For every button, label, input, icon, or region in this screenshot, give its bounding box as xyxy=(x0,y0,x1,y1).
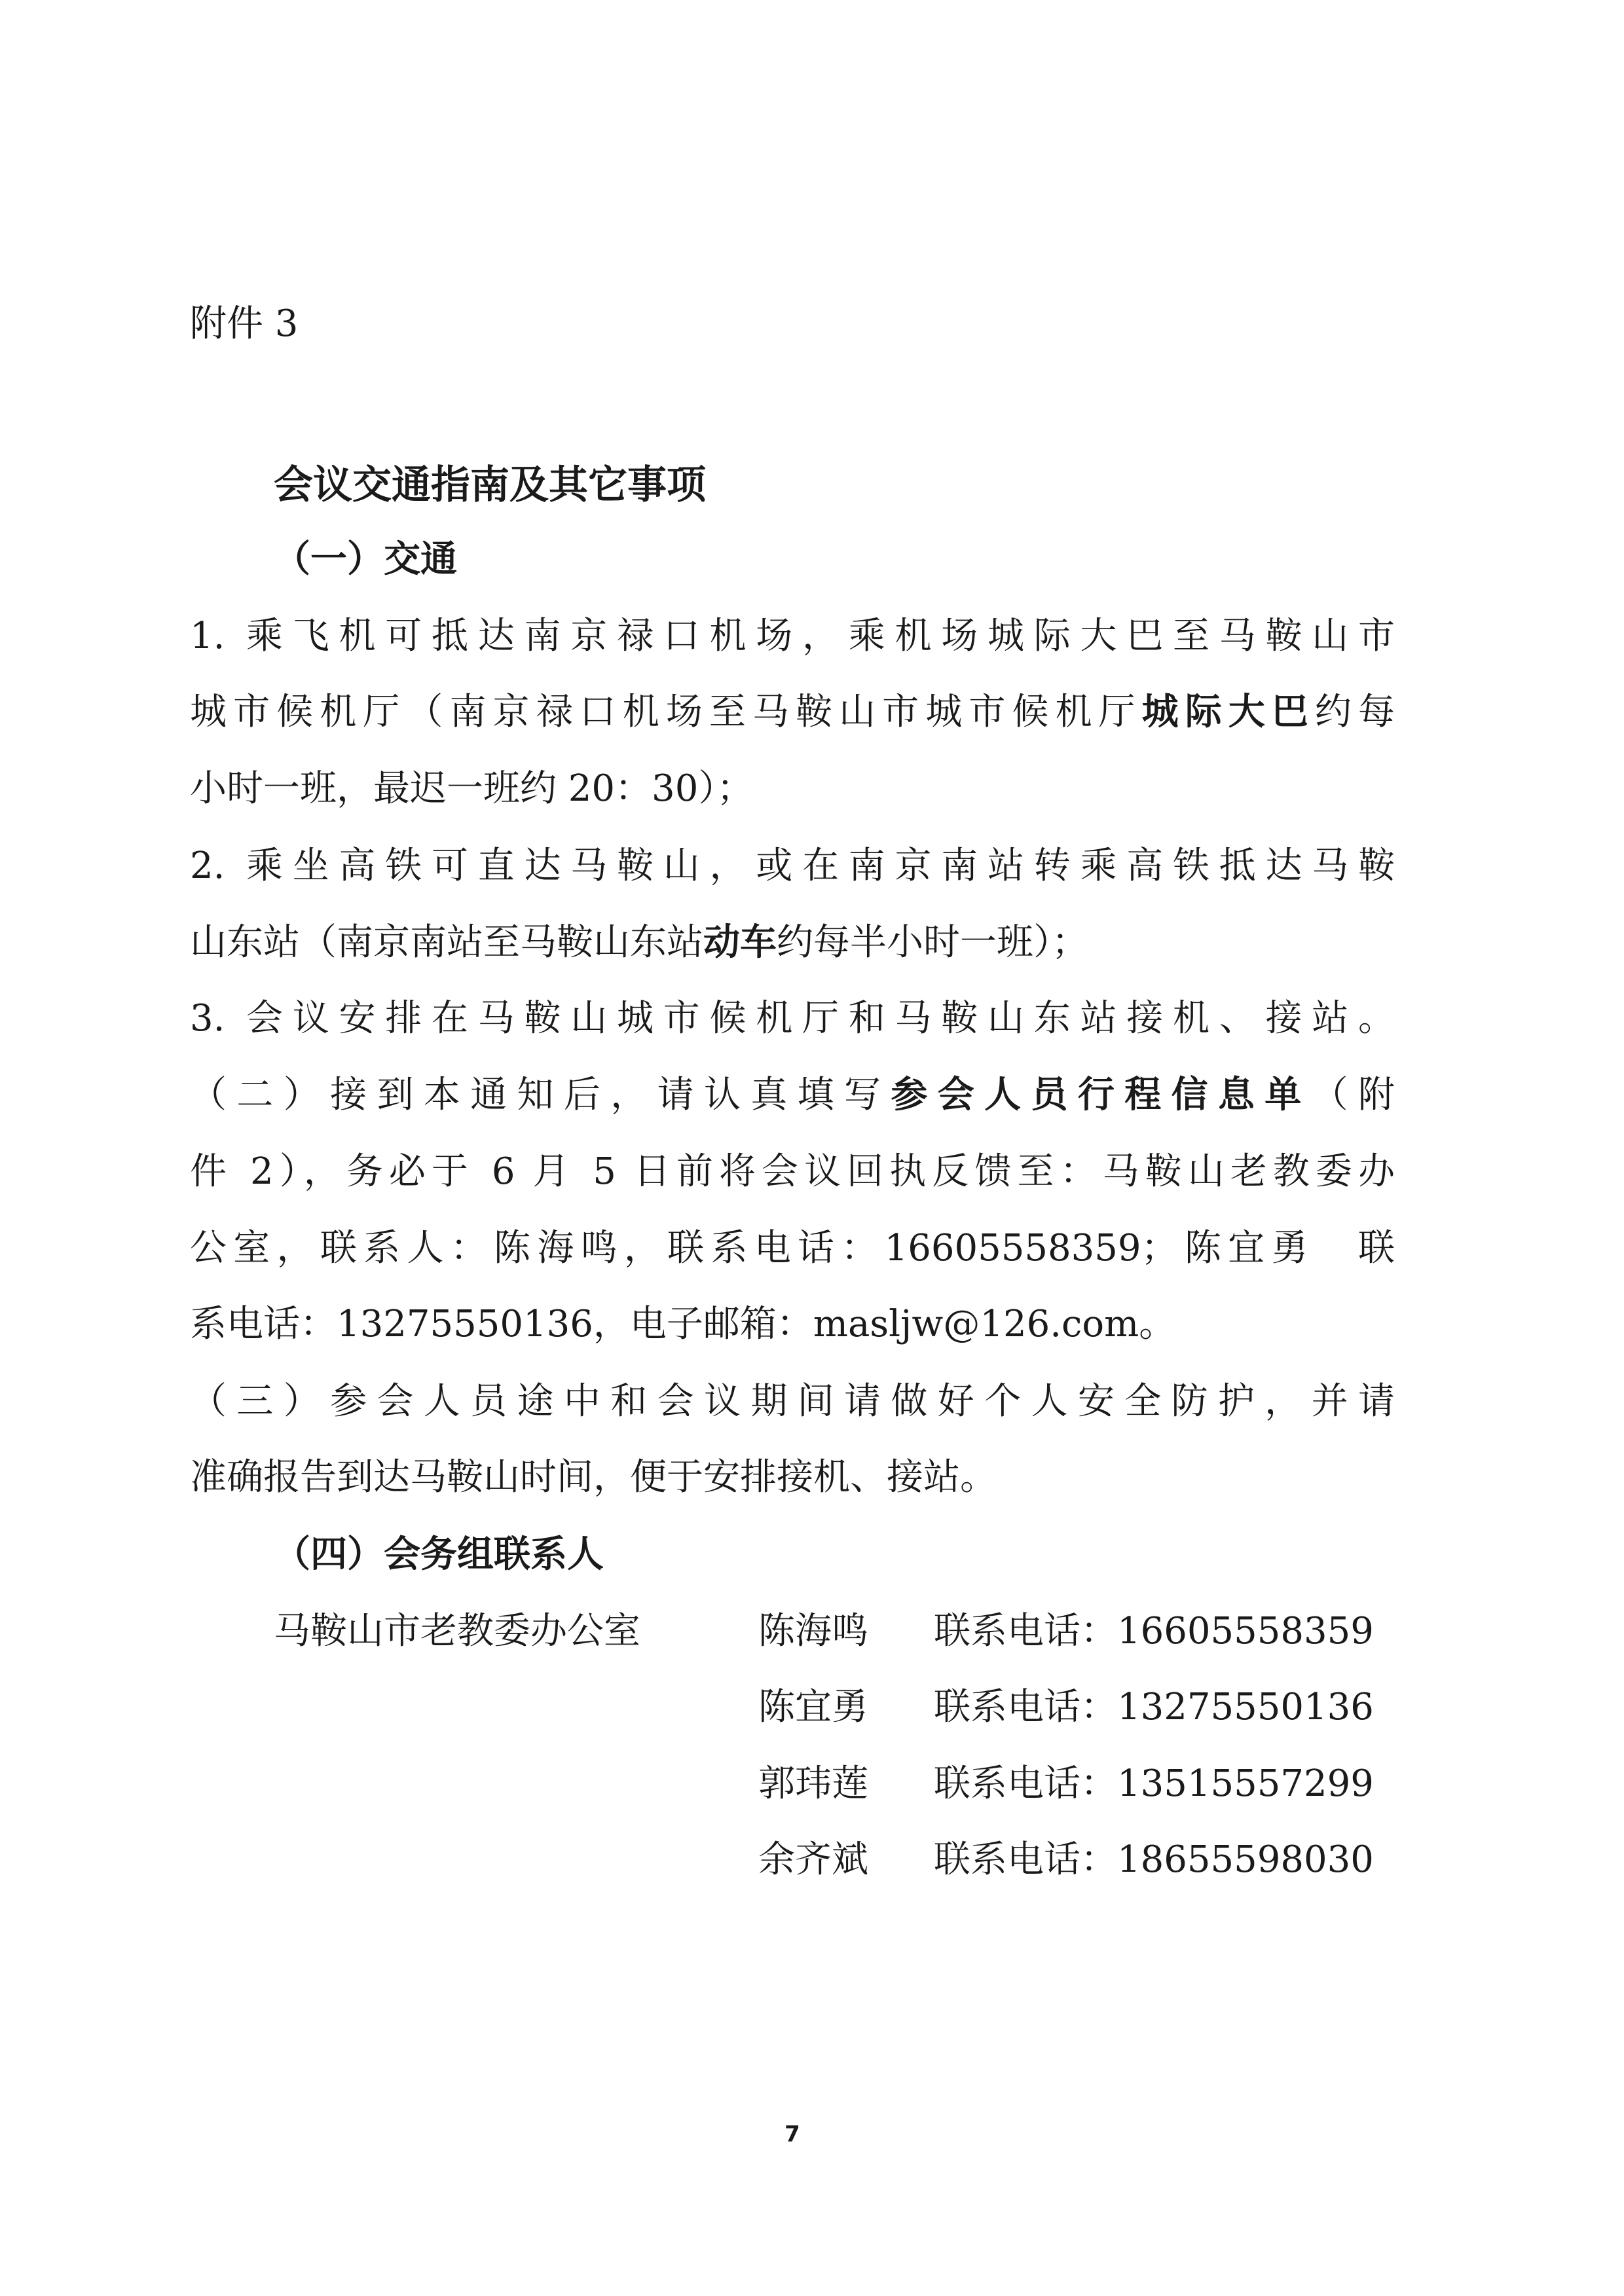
section-2-line-1-bold: 参会人员行程信息单 xyxy=(891,1074,1312,1116)
section-2-line-1-text-a: （二）接到本通知后，请认真填写 xyxy=(190,1074,891,1116)
section-1-heading: （一）交通 xyxy=(274,538,457,581)
item-1-line-3: 小时一班，最迟一班约 20：30）； xyxy=(190,767,754,810)
item-2-line-1: 2. 乘坐高铁可直达马鞍山，或在南京南站转乘高铁抵达马鞍 xyxy=(190,845,1395,887)
section-2-line-1 xyxy=(190,1072,1395,1118)
contact-name: 余齐斌 xyxy=(758,1838,868,1881)
item-1-line-1: 1. 乘飞机可抵达南京禄口机场，乘机场城际大巴至马鞍山市 xyxy=(190,615,1395,657)
document-title: 会议交通指南及其它事项 xyxy=(274,462,706,508)
attachment-label: 附件 3 xyxy=(190,302,299,345)
item-2-line-2-text-b: 约每半小时一班）； xyxy=(777,921,1088,964)
item-2-line-2-text-a: 山东站（南京南站至马鞍山东站 xyxy=(190,921,703,964)
item-1-line-2 xyxy=(190,689,1395,735)
item-2-line-2-bold: 动车 xyxy=(703,921,777,964)
section-2-line-4: 系电话：13275550136，电子邮箱：masljw@126.com。 xyxy=(190,1303,1176,1345)
section-2-line-2: 件 2），务必于 6 月 5 日前将会议回执反馈至：马鞍山老教委办 xyxy=(190,1150,1395,1193)
item-1-line-2-text-b: 约每 xyxy=(1314,691,1395,733)
contact-phone: 联系电话：13275550136 xyxy=(934,1686,1374,1728)
section-3-line-2: 准确报告到达马鞍山时间，便于安排接机、接站。 xyxy=(190,1456,997,1499)
contact-phone: 联系电话：13515557299 xyxy=(934,1762,1374,1805)
section-3-line-1: （三）参会人员途中和会议期间请做好个人安全防护，并请 xyxy=(190,1380,1395,1423)
item-2-line-2 xyxy=(190,920,1395,966)
item-1-line-2-bold: 城际大巴 xyxy=(1141,691,1315,733)
item-1-line-2-text-a: 城市候机厅（南京禄口机场至马鞍山市城市候机厅 xyxy=(190,691,1142,733)
contact-name: 陈海鸣 xyxy=(758,1610,868,1652)
section-2-line-3: 公室，联系人：陈海鸣，联系电话：16605558359；陈宜勇 联 xyxy=(190,1227,1395,1269)
contact-phone: 联系电话：16605558359 xyxy=(934,1610,1374,1652)
contact-name: 郭玮莲 xyxy=(758,1762,868,1805)
contact-phone: 联系电话：18655598030 xyxy=(934,1838,1374,1881)
contact-name: 陈宜勇 xyxy=(758,1686,868,1728)
section-4-heading: （四）会务组联系人 xyxy=(274,1533,604,1576)
page-number: 7 xyxy=(784,2121,800,2147)
contact-organization: 马鞍山市老教委办公室 xyxy=(274,1610,640,1652)
item-3-line-1: 3. 会议安排在马鞍山城市候机厅和马鞍山东站接机、接站。 xyxy=(190,997,1395,1040)
section-2-line-1-text-b: （附 xyxy=(1311,1074,1395,1116)
